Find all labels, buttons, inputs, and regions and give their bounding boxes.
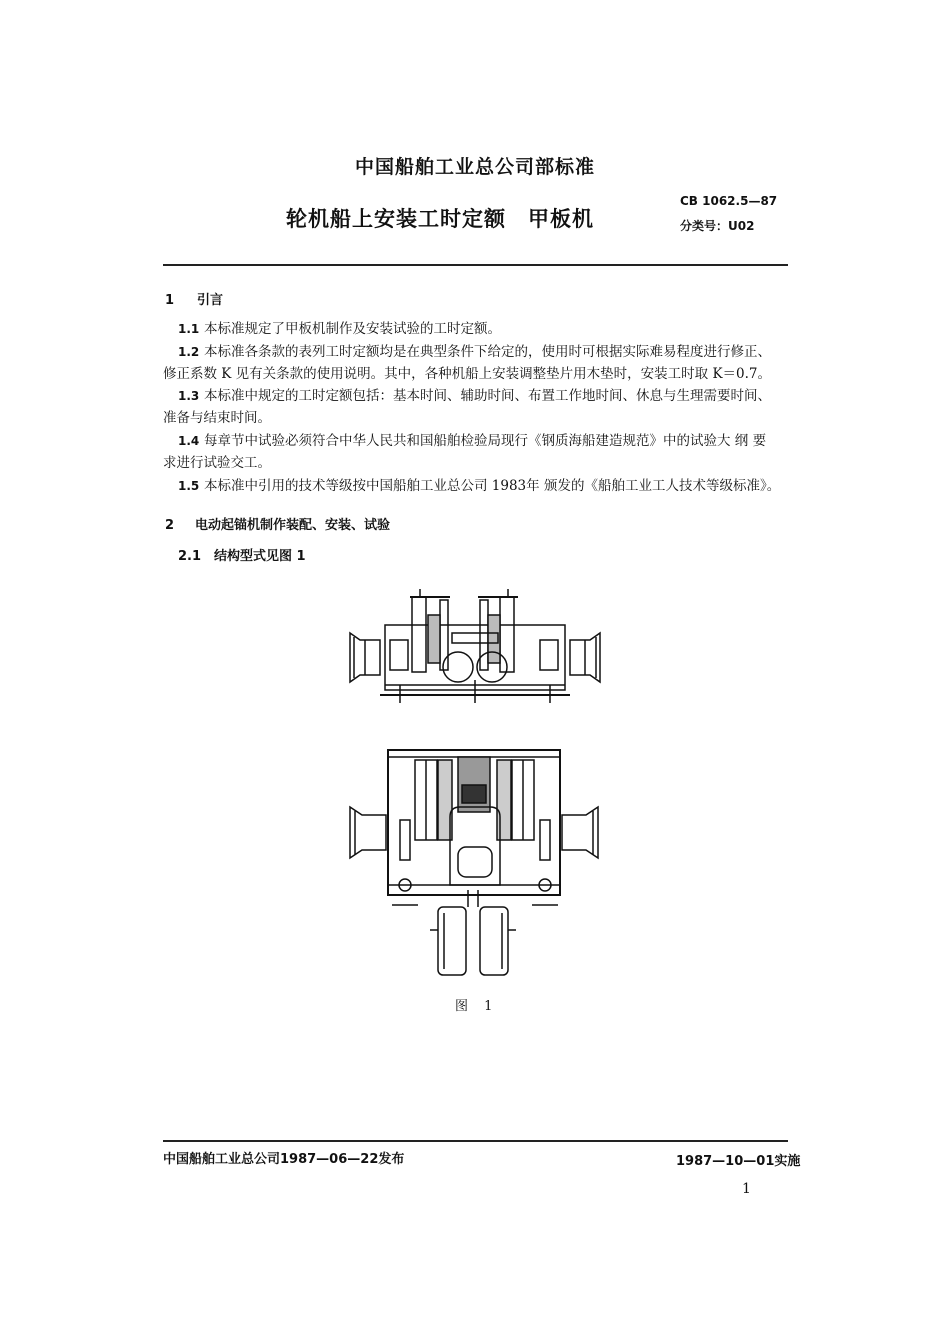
issue-date: 中国船舶工业总公司1987—06—22发布 [163,1152,405,1167]
effective-date: 1987—10—01实施 [676,1154,801,1169]
issuing-organization: 中国船舶工业总公司部标准 [354,156,595,178]
clause-1-5: 1.5 本标准中引用的技术等级按中国船舶工业总公司 1983年 颁发的《船舶工业工人技术等级标准》。 [178,478,781,494]
clause-1-4-cont: 求进行试验交工。 [163,455,271,471]
footer-rule [163,1140,788,1142]
document-title: 轮机船上安装工时定额 甲板机 [286,207,594,231]
standard-code: CB 1062.5—87 [680,194,778,208]
section-2-1-heading: 2.1 结构型式见图 1 [178,549,306,564]
clause-1-2: 1.2 本标准各条款的表列工时定额均是在典型条件下给定的，使用时可根据实际难易程度进行修正、 [178,344,771,360]
header-rule [163,264,788,266]
clause-1-3-cont: 准备与结束时间。 [163,410,271,426]
figure-caption: 图 1 [455,999,499,1014]
windlass-drawing [340,585,610,985]
clause-1-3: 1.3 本标准中规定的工时定额包括：基本时间、辅助时间、布置工作地时间、休息与生理需要时间、 [178,388,771,404]
classification-number: 分类号：U02 [680,219,755,233]
clause-1-1: 1.1 本标准规定了甲板机制作及安装试验的工时定额。 [178,321,501,337]
clause-1-4: 1.4 每章节中试验必须符合中华人民共和国船舶检验局现行《钢质海船建造规范》中的试验大 纲 要 [178,433,767,449]
page-number: 1 [742,1181,751,1197]
section-2-heading: 2 电动起锚机制作装配、安装、试验 [165,518,391,533]
clause-1-2-cont: 修正系数 K 见有关条款的使用说明。其中，各种机船上安装调整垫片用木垫时，安装工时取 K＝0.7。 [163,366,772,382]
section-1-heading: 1 引言 [165,293,224,308]
